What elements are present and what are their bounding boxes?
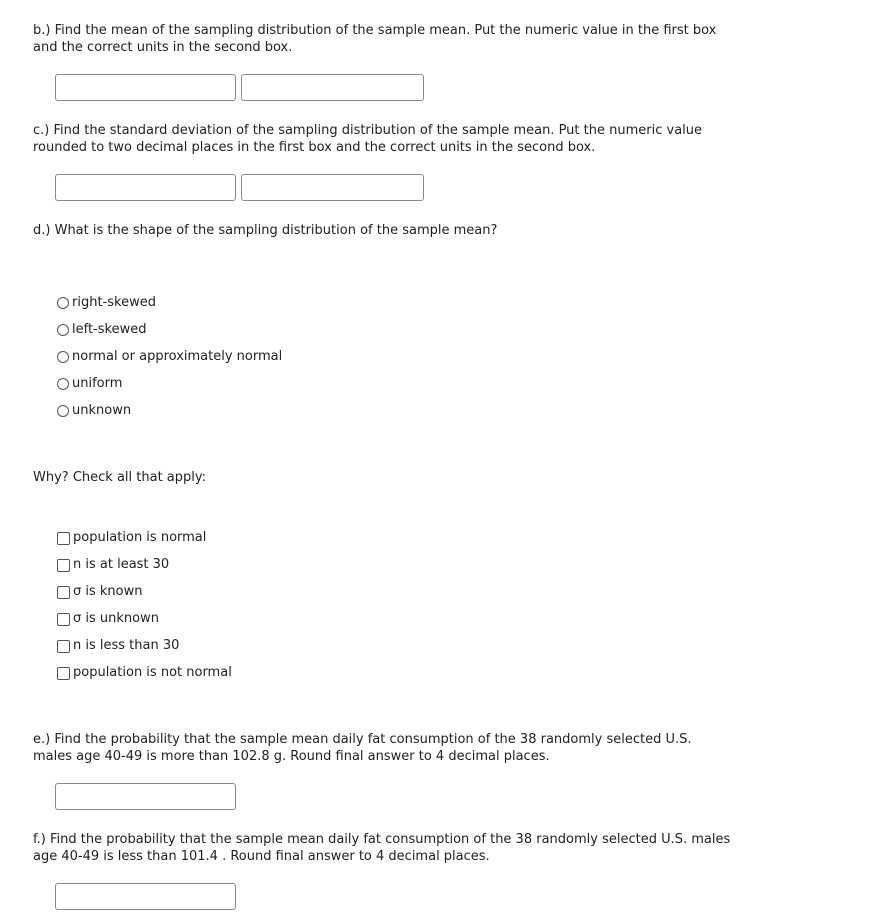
option-label: uniform xyxy=(72,376,123,391)
option-label: n is less than 30 xyxy=(73,638,180,653)
part-e-answer-input[interactable] xyxy=(55,783,236,810)
checkbox[interactable] xyxy=(57,559,70,572)
why-option-sigma-known[interactable] xyxy=(57,583,142,601)
option-label: σ is unknown xyxy=(73,611,159,626)
part-c-units-input[interactable] xyxy=(241,174,424,201)
radio-button[interactable] xyxy=(57,378,69,390)
option-label: unknown xyxy=(72,403,132,418)
shape-option-normal[interactable] xyxy=(57,348,282,366)
option-label: right-skewed xyxy=(72,295,156,310)
why-option-n-less-than-30[interactable] xyxy=(57,637,179,655)
part-c-value-input[interactable] xyxy=(55,174,236,201)
part-e-prompt: e.) Find the probability that the sample mean daily fat consumption of the 38 randomly selected U.S. males age 40-49 is more than 102.8 g. Round final answer to 4 decimal places. xyxy=(33,732,692,764)
why-option-n-at-least-30[interactable] xyxy=(57,556,169,574)
shape-option-unknown[interactable] xyxy=(57,402,131,420)
option-label: normal or approximately normal xyxy=(72,349,283,364)
shape-option-right-skewed[interactable] xyxy=(57,294,156,312)
radio-button[interactable] xyxy=(57,297,69,309)
checkbox[interactable] xyxy=(57,532,70,545)
part-f-answer-input[interactable] xyxy=(55,883,236,910)
option-label: left-skewed xyxy=(72,322,147,337)
option-label: n is at least 30 xyxy=(73,557,170,572)
why-option-population-not-normal[interactable] xyxy=(57,664,232,682)
radio-button[interactable] xyxy=(57,351,69,363)
part-b-prompt: b.) Find the mean of the sampling distribution of the sample mean. Put the numeric value in the first box and the correct units in the second box. xyxy=(33,23,717,55)
checkbox[interactable] xyxy=(57,640,70,653)
part-f-prompt: f.) Find the probability that the sample mean daily fat consumption of the 38 randomly selected U.S. males age 40-49 is less than 101.4 . Round final answer to 4 decimal places. xyxy=(33,832,731,864)
radio-button[interactable] xyxy=(57,324,69,336)
shape-option-left-skewed[interactable] xyxy=(57,321,146,339)
part-b-units-input[interactable] xyxy=(241,74,424,101)
checkbox[interactable] xyxy=(57,613,70,626)
why-prompt: Why? Check all that apply: xyxy=(33,470,207,485)
why-option-population-normal[interactable] xyxy=(57,529,206,547)
option-label: population is not normal xyxy=(73,665,232,680)
option-label: σ is known xyxy=(73,584,143,599)
checkbox[interactable] xyxy=(57,667,70,680)
why-option-sigma-unknown[interactable] xyxy=(57,610,159,628)
part-d-prompt: d.) What is the shape of the sampling distribution of the sample mean? xyxy=(33,223,498,238)
radio-button[interactable] xyxy=(57,405,69,417)
option-label: population is normal xyxy=(73,530,207,545)
part-c-prompt: c.) Find the standard deviation of the sampling distribution of the sample mean. Put the numeric value rounded to two decimal places in the first box and the correct units in the second box. xyxy=(33,123,703,155)
shape-option-uniform[interactable] xyxy=(57,375,122,393)
checkbox[interactable] xyxy=(57,586,70,599)
part-b-value-input[interactable] xyxy=(55,74,236,101)
